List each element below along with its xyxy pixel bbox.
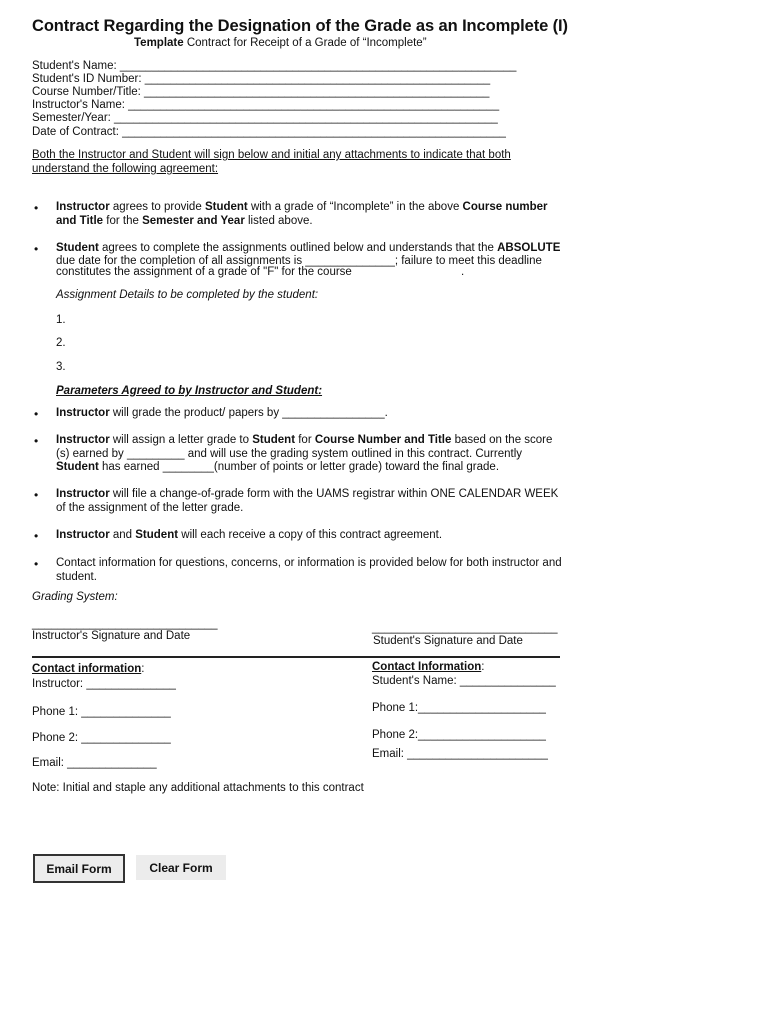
contact-left-phone-2: Phone 2: ______________ [32,732,171,744]
b3-text-1: will grade the product/ papers by ________________. [109,407,388,419]
b1-title: and Title [56,215,104,227]
bullet-4-line-3 [56,461,499,473]
contact-right-heading [372,661,484,673]
bullet-icon: • [34,529,39,543]
b1-text-1: agrees to provide [109,201,205,213]
page-title: Contract Regarding the Designation of the Grade as an Incomplete (I) [32,17,568,35]
contact-right-phone-2: Phone 2:____________________ [372,729,546,741]
field-date: Date of Contract: ____________________________________________________________ [32,126,506,138]
b1-instructor: Instructor [56,201,110,213]
bullet-4-line-2: (s) earned by _________ and will use the grading system outlined in this contract. Currently [56,448,523,460]
b4-course: Course Number and Title [314,434,452,446]
email-form-button[interactable]: Email Form [33,854,125,883]
bullet-2-line-3: constitutes the assignment of a grade of "F" for the course [56,266,352,278]
contact-right-phone-1: Phone 1:____________________ [372,702,546,714]
bullet-3-line-1 [56,407,388,419]
subtitle-bold: Template [134,37,184,49]
bullet-icon: • [34,201,39,215]
contact-right-heading-text: Contact Information [372,661,482,673]
b1-semester: Semester and Year [142,215,245,227]
bullet-1-line-1 [56,201,548,213]
b4-text-4: has earned ________(number of points or letter grade) toward the final grade. [98,461,500,473]
b1-course: Course number [462,201,548,213]
bullet-2-line-1 [56,242,560,254]
instructor-signature-label: Instructor's Signature and Date [32,630,191,642]
bullet-7-line-1: Contact information for questions, concerns, or information is provided below for both instructor and [56,557,562,569]
student-signature-line: _____________________________ [372,622,558,634]
contact-left-phone-1: Phone 1: ______________ [32,706,171,718]
bullet-icon: • [34,488,39,502]
contact-left-heading [32,663,144,675]
bullet-icon: • [34,557,39,571]
contact-left-instructor: Instructor: ______________ [32,678,176,690]
contact-left-email: Email: ______________ [32,757,157,769]
b2-student: Student [56,242,99,254]
assignment-item: 1. [56,314,66,326]
student-signature-label: Student's Signature and Date [373,635,523,647]
page-subtitle [134,37,427,49]
b1-text-2: with a grade of “Incomplete” in the above [247,201,463,213]
assignment-item: 2. [56,337,66,349]
bullet-5-line-2: of the assignment of the letter grade. [56,502,244,514]
contact-right-student-name: Student's Name: _______________ [372,675,556,687]
b6-instructor: Instructor [56,529,110,541]
b4-text-3: based on the score [451,434,553,446]
contact-left-colon: : [141,663,145,675]
b4-text-1: will assign a letter grade to [109,434,253,446]
bullet-7-line-2: student. [56,571,97,583]
contact-right-email: Email: ______________________ [372,748,548,760]
bullet-5-line-1 [56,488,558,500]
bullet-2-line-3-end: . [461,266,465,278]
bullet-icon: • [34,242,39,256]
b3-instructor: Instructor [56,407,110,419]
intro-line-1: Both the Instructor and Student will sign below and initial any attachments to indicate that both [32,149,511,161]
grading-system-label: Grading System: [32,591,118,603]
bullet-6-line-1 [56,529,442,541]
b4-student: Student [252,434,296,446]
b2-absolute: ABSOLUTE [497,242,561,254]
parameters-heading: Parameters Agreed to by Instructor and Student: [56,385,323,397]
instructor-signature-line: _____________________________ [32,618,218,630]
bullet-icon: • [34,407,39,421]
b4-text-2: for [295,434,315,446]
field-course: Course Number/Title: ______________________________________________________ [32,86,490,98]
b6-student: Student [135,529,179,541]
b1-student: Student [204,201,248,213]
assignment-item: 3. [56,361,66,373]
assignment-heading: Assignment Details to be completed by the student: [56,289,319,301]
b2-text-1: agrees to complete the assignments outlined below and understands that the [98,242,498,254]
intro-line-2: understand the following agreement: [32,163,219,175]
b5-text-1: will file a change-of-grade form with the UAMS registrar within ONE CALENDAR WEEK [109,488,559,500]
contact-right-colon: : [481,661,485,673]
b6-text-1: and [109,529,136,541]
contact-left-heading-text: Contact information [32,663,142,675]
bullet-icon: • [34,434,39,448]
field-semester: Semester/Year: ____________________________________________________________ [32,112,498,124]
bullet-1-line-2 [56,215,313,227]
bullet-2-line-2: due date for the completion of all assignments is ______________; failure to meet this deadline [56,255,542,267]
field-student-name: Student's Name: ______________________________________________________________ [32,60,517,72]
b1-text-4: listed above. [244,215,313,227]
b1-text-3: for the [103,215,143,227]
field-instructor-name: Instructor's Name: __________________________________________________________ [32,99,500,111]
section-divider [32,656,560,658]
subtitle-rest: Contract for Receipt of a Grade of “Incomplete” [183,37,427,49]
b5-instructor: Instructor [56,488,110,500]
b6-text-2: will each receive a copy of this contract agreement. [178,529,443,541]
attachments-note: Note: Initial and staple any additional attachments to this contract [32,782,364,794]
b4-student-2: Student [56,461,99,473]
field-student-id: Student's ID Number: ______________________________________________________ [32,73,491,85]
bullet-4-line-1 [56,434,552,446]
b4-instructor: Instructor [56,434,110,446]
clear-form-button[interactable]: Clear Form [136,855,226,880]
